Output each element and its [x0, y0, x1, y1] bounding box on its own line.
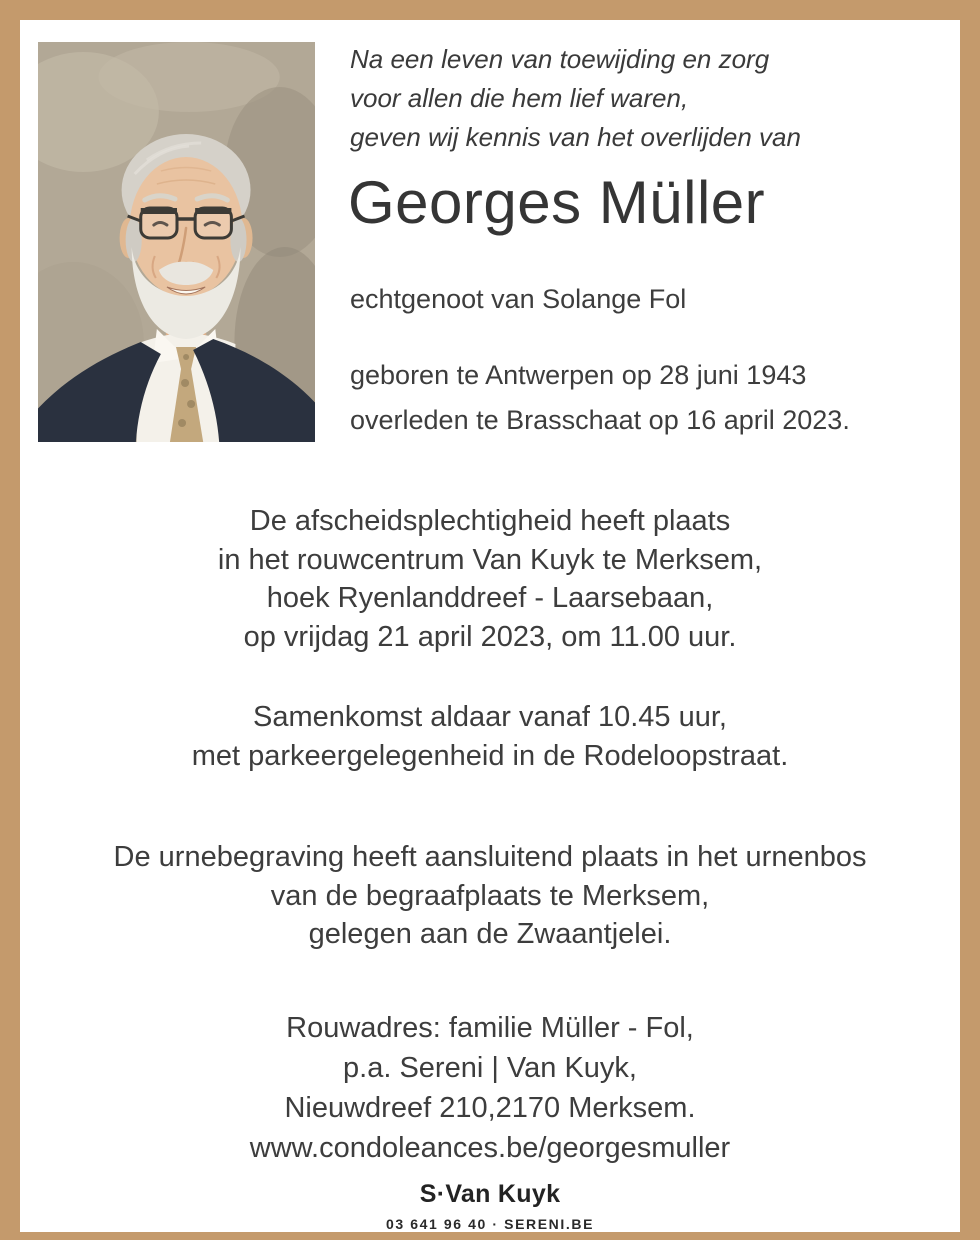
ceremony-line: hoek Ryenlanddreef - Laarsebaan, — [266, 582, 714, 614]
ceremony-line: De afscheidsplechtigheid heeft plaats — [249, 505, 731, 537]
burial-text — [20, 838, 960, 954]
gathering-line: Samenkomst aldaar vanaf 10.45 uur, — [253, 701, 727, 733]
life-dates — [350, 353, 850, 443]
intro-line: geven wij kennis van het overlijden van — [350, 122, 801, 152]
ceremony-line: in het rouwcentrum Van Kuyk te Merksem, — [217, 543, 763, 576]
condolence-line: p.a. Sereni | Van Kuyk, — [343, 1052, 637, 1084]
footer-contact: 03 641 96 40 · SERENI.BE — [385, 1216, 595, 1232]
intro-line: Na een leven van toewijding en zorg — [350, 44, 770, 74]
deceased-name: Georges Müller — [348, 169, 766, 236]
ceremony-text — [20, 502, 960, 656]
burial-line: gelegen aan de Zwaantjelei. — [308, 918, 672, 950]
burial-line: van de begraafplaats te Merksem, — [270, 879, 710, 912]
death-line: overleden te Brasschaat op 16 april 2023. — [350, 405, 850, 435]
intro-line: voor allen die hem lief waren, — [350, 83, 689, 113]
intro-text — [350, 40, 801, 157]
birth-line: geboren te Antwerpen op 28 juni 1943 — [350, 360, 807, 390]
relation-line: echtgenoot van Solange Fol — [350, 284, 687, 314]
gathering-line: met parkeergelegenheid in de Rodeloopstraat. — [191, 739, 789, 772]
portrait-photo — [38, 42, 315, 442]
condolence-website: www.condoleances.be/georgesmuller — [249, 1132, 731, 1164]
ceremony-line: op vrijdag 21 april 2023, om 11.00 uur. — [243, 620, 737, 653]
condolence-text — [20, 1008, 960, 1168]
condolence-line: Nieuwdreef 210,2170 Merksem. — [284, 1092, 696, 1124]
burial-line: De urnebegraving heeft aansluitend plaats in het urnenbos — [113, 841, 867, 873]
funeral-home-logo: S·Van Kuyk — [419, 1180, 561, 1208]
gathering-text — [20, 698, 960, 775]
condolence-line: Rouwadres: familie Müller - Fol, — [286, 1012, 694, 1044]
portrait-illustration — [38, 42, 315, 442]
